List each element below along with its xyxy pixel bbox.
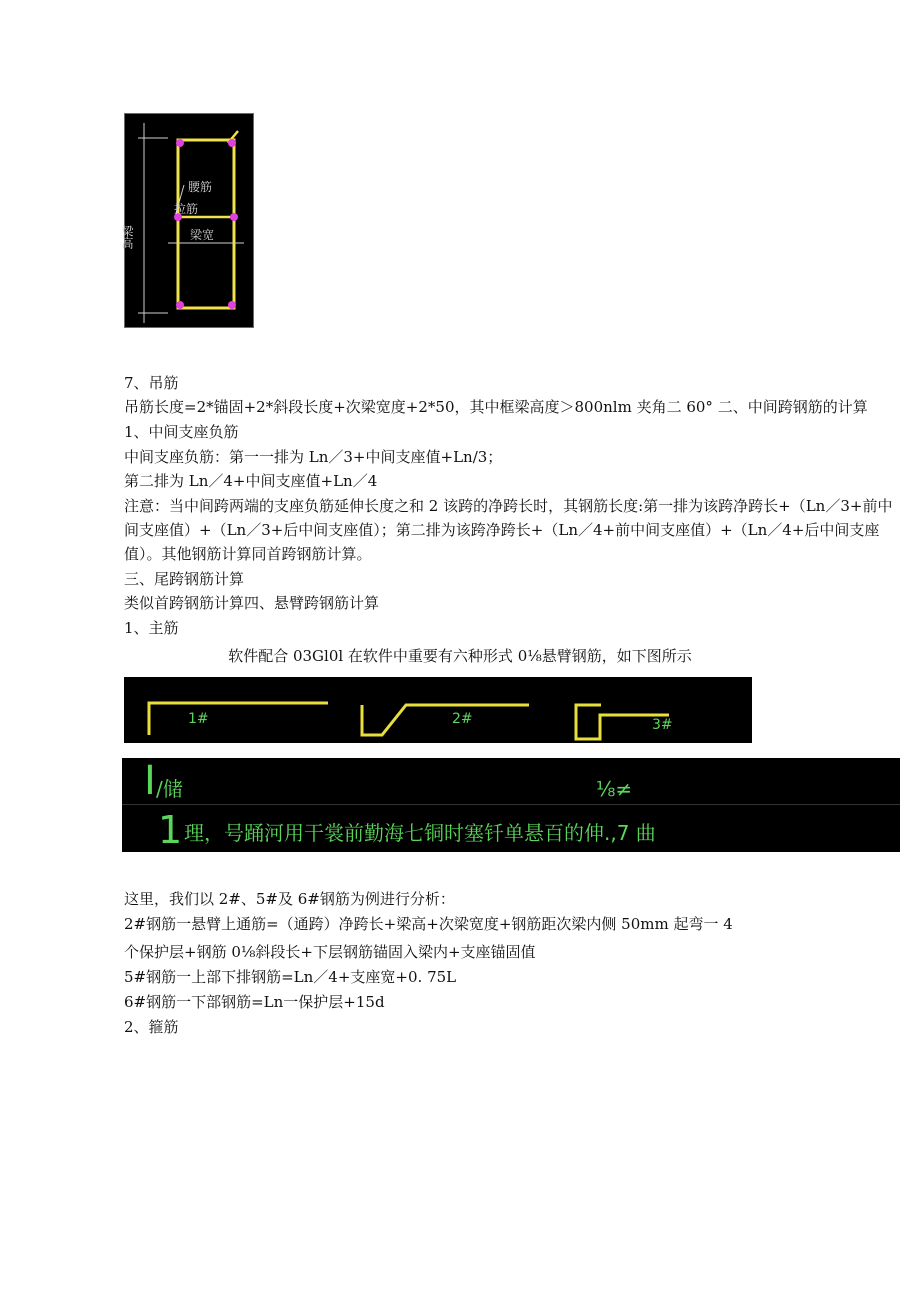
corner-bar-dot bbox=[176, 139, 184, 147]
bar5-formula: 5#钢筋一上部下排钢筋=Ln／4+支座宽+0. 75L bbox=[124, 968, 457, 986]
bar-label-1: 1# bbox=[188, 711, 209, 727]
note-paragraph: 注意：当中间跨两端的支座负筋延伸长度之和 2 该跨的净跨长时，其钢筋长度:第一排为该跨净跨长+（Ln／3+前中间支座值）+（Ln／3+后中间支座值）；第二排为该跨净跨长+（Ln／4+前中间支座值）+（Ln／4+后中间支座值）。其他钢筋计算同首跨钢筋计算。 bbox=[124, 497, 893, 563]
heading-mid-support: 1、中间支座负筋 bbox=[124, 423, 239, 441]
panel-row2-text: 理，号踊河用干裳前勤海七铜时塞钎单悬百的伸.,7 曲 bbox=[184, 821, 656, 845]
heading-main-bar: 1、主筋 bbox=[124, 619, 179, 637]
panel-row1-text: /储 bbox=[156, 777, 183, 801]
heading-stirrup: 2、箍筋 bbox=[124, 1018, 179, 1036]
mid-support-row2: 第二排为 Ln／4+中间支座值+Ln／4 bbox=[124, 472, 378, 490]
bar-shape-1 bbox=[149, 703, 328, 735]
bar2-formula-a: 2#钢筋一悬臂上通筋=（通跨）净跨长+梁高+次梁宽度+钢筋距次梁内侧 50mm 起弯一 4 bbox=[124, 915, 733, 933]
label-beam-width: 梁宽 bbox=[190, 228, 215, 242]
bar2-formula-b: 个保护层+钢筋 0⅛斜段长+下层钢筋锚固入梁内+支座锚固值 bbox=[124, 943, 536, 961]
corner-bar-dot bbox=[228, 139, 236, 147]
panel-big-i: I bbox=[144, 758, 156, 804]
cantilever-shapes-figure bbox=[124, 677, 752, 743]
corner-bar-dot bbox=[176, 301, 184, 309]
label-beam-height: 梁高 bbox=[120, 225, 134, 249]
bar-shape-2 bbox=[362, 705, 529, 735]
panel-row1-right: ⅛≠ bbox=[596, 777, 633, 801]
panel-big-one: 1 bbox=[158, 808, 183, 852]
cantilever-panel-figure bbox=[122, 758, 900, 852]
software-caption: 软件配合 03Gl0l 在软件中重要有六种形式 0⅛悬臂钢筋，如下图所示 bbox=[228, 647, 692, 665]
hanger-formula: 吊筋长度=2*锚固+2*斜段长度+次梁宽度+2*50，其中框梁高度＞800nlm 夹角二 60° 二、中间跨钢筋的计算 bbox=[124, 398, 868, 416]
cantilever-shapes-drawing bbox=[124, 677, 752, 743]
label-waist-bar: 腰筋 bbox=[188, 180, 213, 194]
bar6-formula: 6#钢筋一下部钢筋=Ln一保护层+15d bbox=[124, 993, 385, 1011]
beam-section-figure bbox=[120, 113, 254, 328]
heading-hanger-bar: 7、吊筋 bbox=[124, 374, 179, 392]
beam-section-drawing bbox=[120, 113, 254, 328]
bar-label-2: 2# bbox=[452, 711, 473, 727]
heading-tail-span: 三、尾跨钢筋计算 bbox=[124, 570, 245, 588]
tail-span-text: 类似首跨钢筋计算四、悬臂跨钢筋计算 bbox=[124, 594, 380, 612]
waist-bar-dot bbox=[230, 213, 238, 221]
analysis-intro: 这里，我们以 2#、5#及 6#钢筋为例进行分析： bbox=[124, 890, 455, 908]
label-tie-bar: 拉筋 bbox=[174, 202, 199, 216]
bar-label-3: 3# bbox=[652, 717, 673, 733]
corner-bar-dot bbox=[228, 301, 236, 309]
mid-support-row1: 中间支座负筋：第一一排为 Ln／3+中间支座值+Ln/3； bbox=[124, 448, 503, 466]
